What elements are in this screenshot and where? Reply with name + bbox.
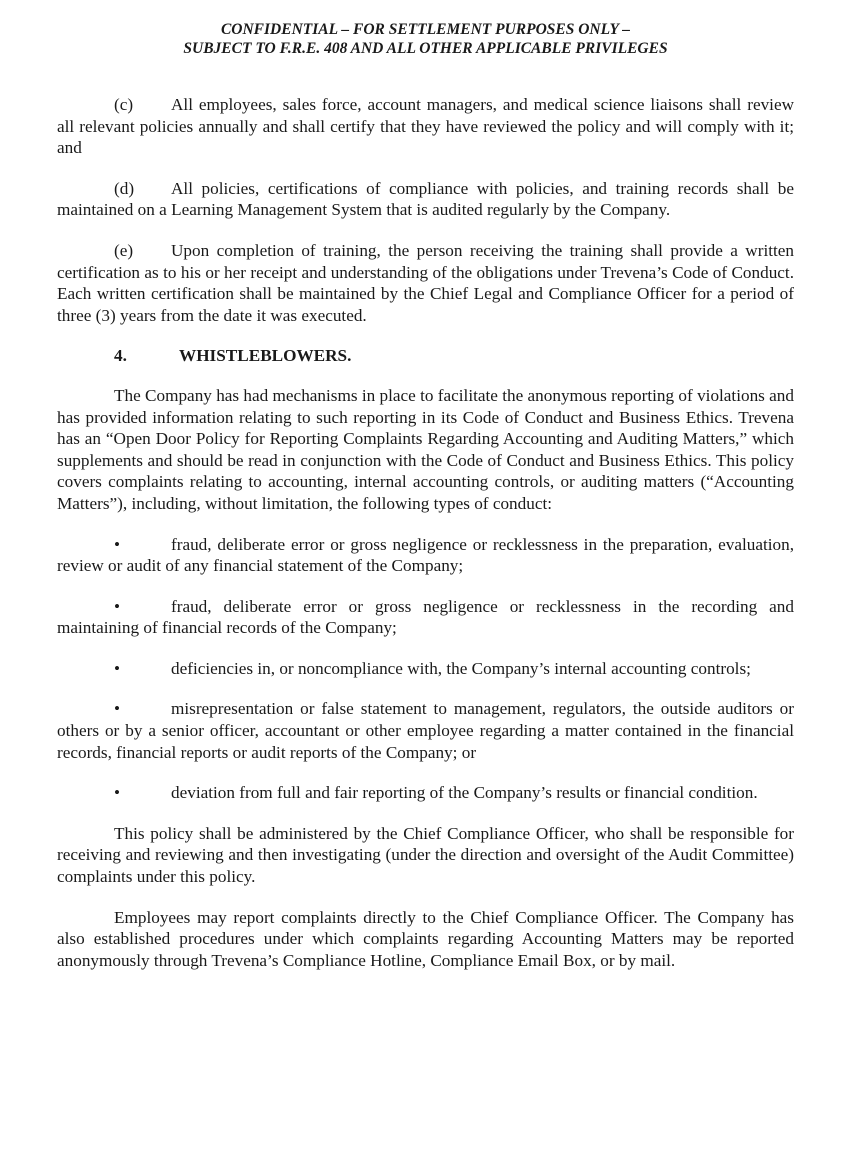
bullet-text: deviation from full and fair reporting of the Company’s results or financial condition. bbox=[171, 783, 758, 803]
bullet-item bbox=[57, 596, 794, 639]
closing-paragraph: This policy shall be administered by the Chief Compliance Officer, who shall be responsible for receiving and reviewing and then investigating (under the direction and oversight of the Audit Committee) complaints under this policy. bbox=[57, 823, 794, 887]
item-text: Upon completion of training, the person receiving the training shall provide a written certification as to his or her receipt and understanding of the obligations under Trevena’s Code of Conduct. Each written certification shall be maintained by the Chief Legal and Compliance Officer for a period of three (3) years from the date it was executed. bbox=[57, 240, 794, 325]
bullet-text: fraud, deliberate error or gross negligence or recklessness in the preparation, evaluation, review or audit of any financial statement of the Company; bbox=[57, 534, 794, 576]
bullet-icon: • bbox=[114, 596, 121, 616]
section-title: WHISTLEBLOWERS. bbox=[179, 346, 352, 366]
item-text: All employees, sales force, account managers, and medical science liaisons shall review all relevant policies annually and shall certify that they have reviewed the policy and will comply with it; and bbox=[57, 95, 794, 158]
item-c bbox=[57, 94, 794, 159]
item-text: All policies, certifications of compliance with policies, and training records shall be maintained on a Learning Management System that is audited regularly by the Company. bbox=[57, 178, 794, 220]
bullet-item bbox=[57, 782, 794, 804]
confidentiality-header bbox=[57, 20, 794, 58]
bullet-item bbox=[57, 658, 794, 680]
item-label: (d) bbox=[114, 178, 135, 198]
intro-paragraph: The Company has had mechanisms in place to facilitate the anonymous reporting of violations and has provided information relating to such reporting in its Code of Conduct and Business Ethics. Trevena has an “Open Door Policy for Reporting Complaints Regarding Accounting and Auditing Matters,” which supplements and should be read in conjunction with the Code of Conduct and Business Ethics. This policy covers complaints relating to accounting, internal accounting controls, or auditing matters (“Accounting Matters”), including, without limitation, the following types of conduct: bbox=[57, 385, 794, 513]
header-line-1: CONFIDENTIAL – FOR SETTLEMENT PURPOSES ONLY – bbox=[220, 21, 631, 38]
bullet-item bbox=[57, 534, 794, 577]
section-number: 4. bbox=[114, 346, 127, 366]
bullet-item bbox=[57, 698, 794, 763]
bullet-text: misrepresentation or false statement to management, regulators, the outside auditors or others or by a senior officer, accountant or other employee regarding a matter contained in the financial records, financial reports or audit reports of the Company; or bbox=[57, 699, 794, 762]
section-heading bbox=[57, 345, 794, 367]
item-d bbox=[57, 178, 794, 221]
header-line-2: SUBJECT TO F.R.E. 408 AND ALL OTHER APPLICABLE PRIVILEGES bbox=[183, 40, 668, 57]
bullet-text: deficiencies in, or noncompliance with, the Company’s internal accounting controls; bbox=[171, 658, 751, 678]
bullet-icon: • bbox=[114, 658, 121, 678]
item-label: (e) bbox=[114, 240, 134, 260]
item-label: (c) bbox=[114, 95, 134, 114]
bullet-icon: • bbox=[114, 699, 121, 719]
bullet-text: fraud, deliberate error or gross negligence or recklessness in the recording and maintaining of financial records of the Company; bbox=[57, 596, 794, 638]
closing-paragraph: Employees may report complaints directly to the Chief Compliance Officer. The Company has also established procedures under which complaints regarding Accounting Matters may be reported anonymously through Trevena’s Compliance Hotline, Compliance Email Box, or by mail. bbox=[57, 907, 794, 970]
item-e bbox=[57, 240, 794, 326]
document-page bbox=[57, 20, 794, 990]
bullet-icon: • bbox=[114, 783, 121, 803]
bullet-icon: • bbox=[114, 534, 121, 554]
